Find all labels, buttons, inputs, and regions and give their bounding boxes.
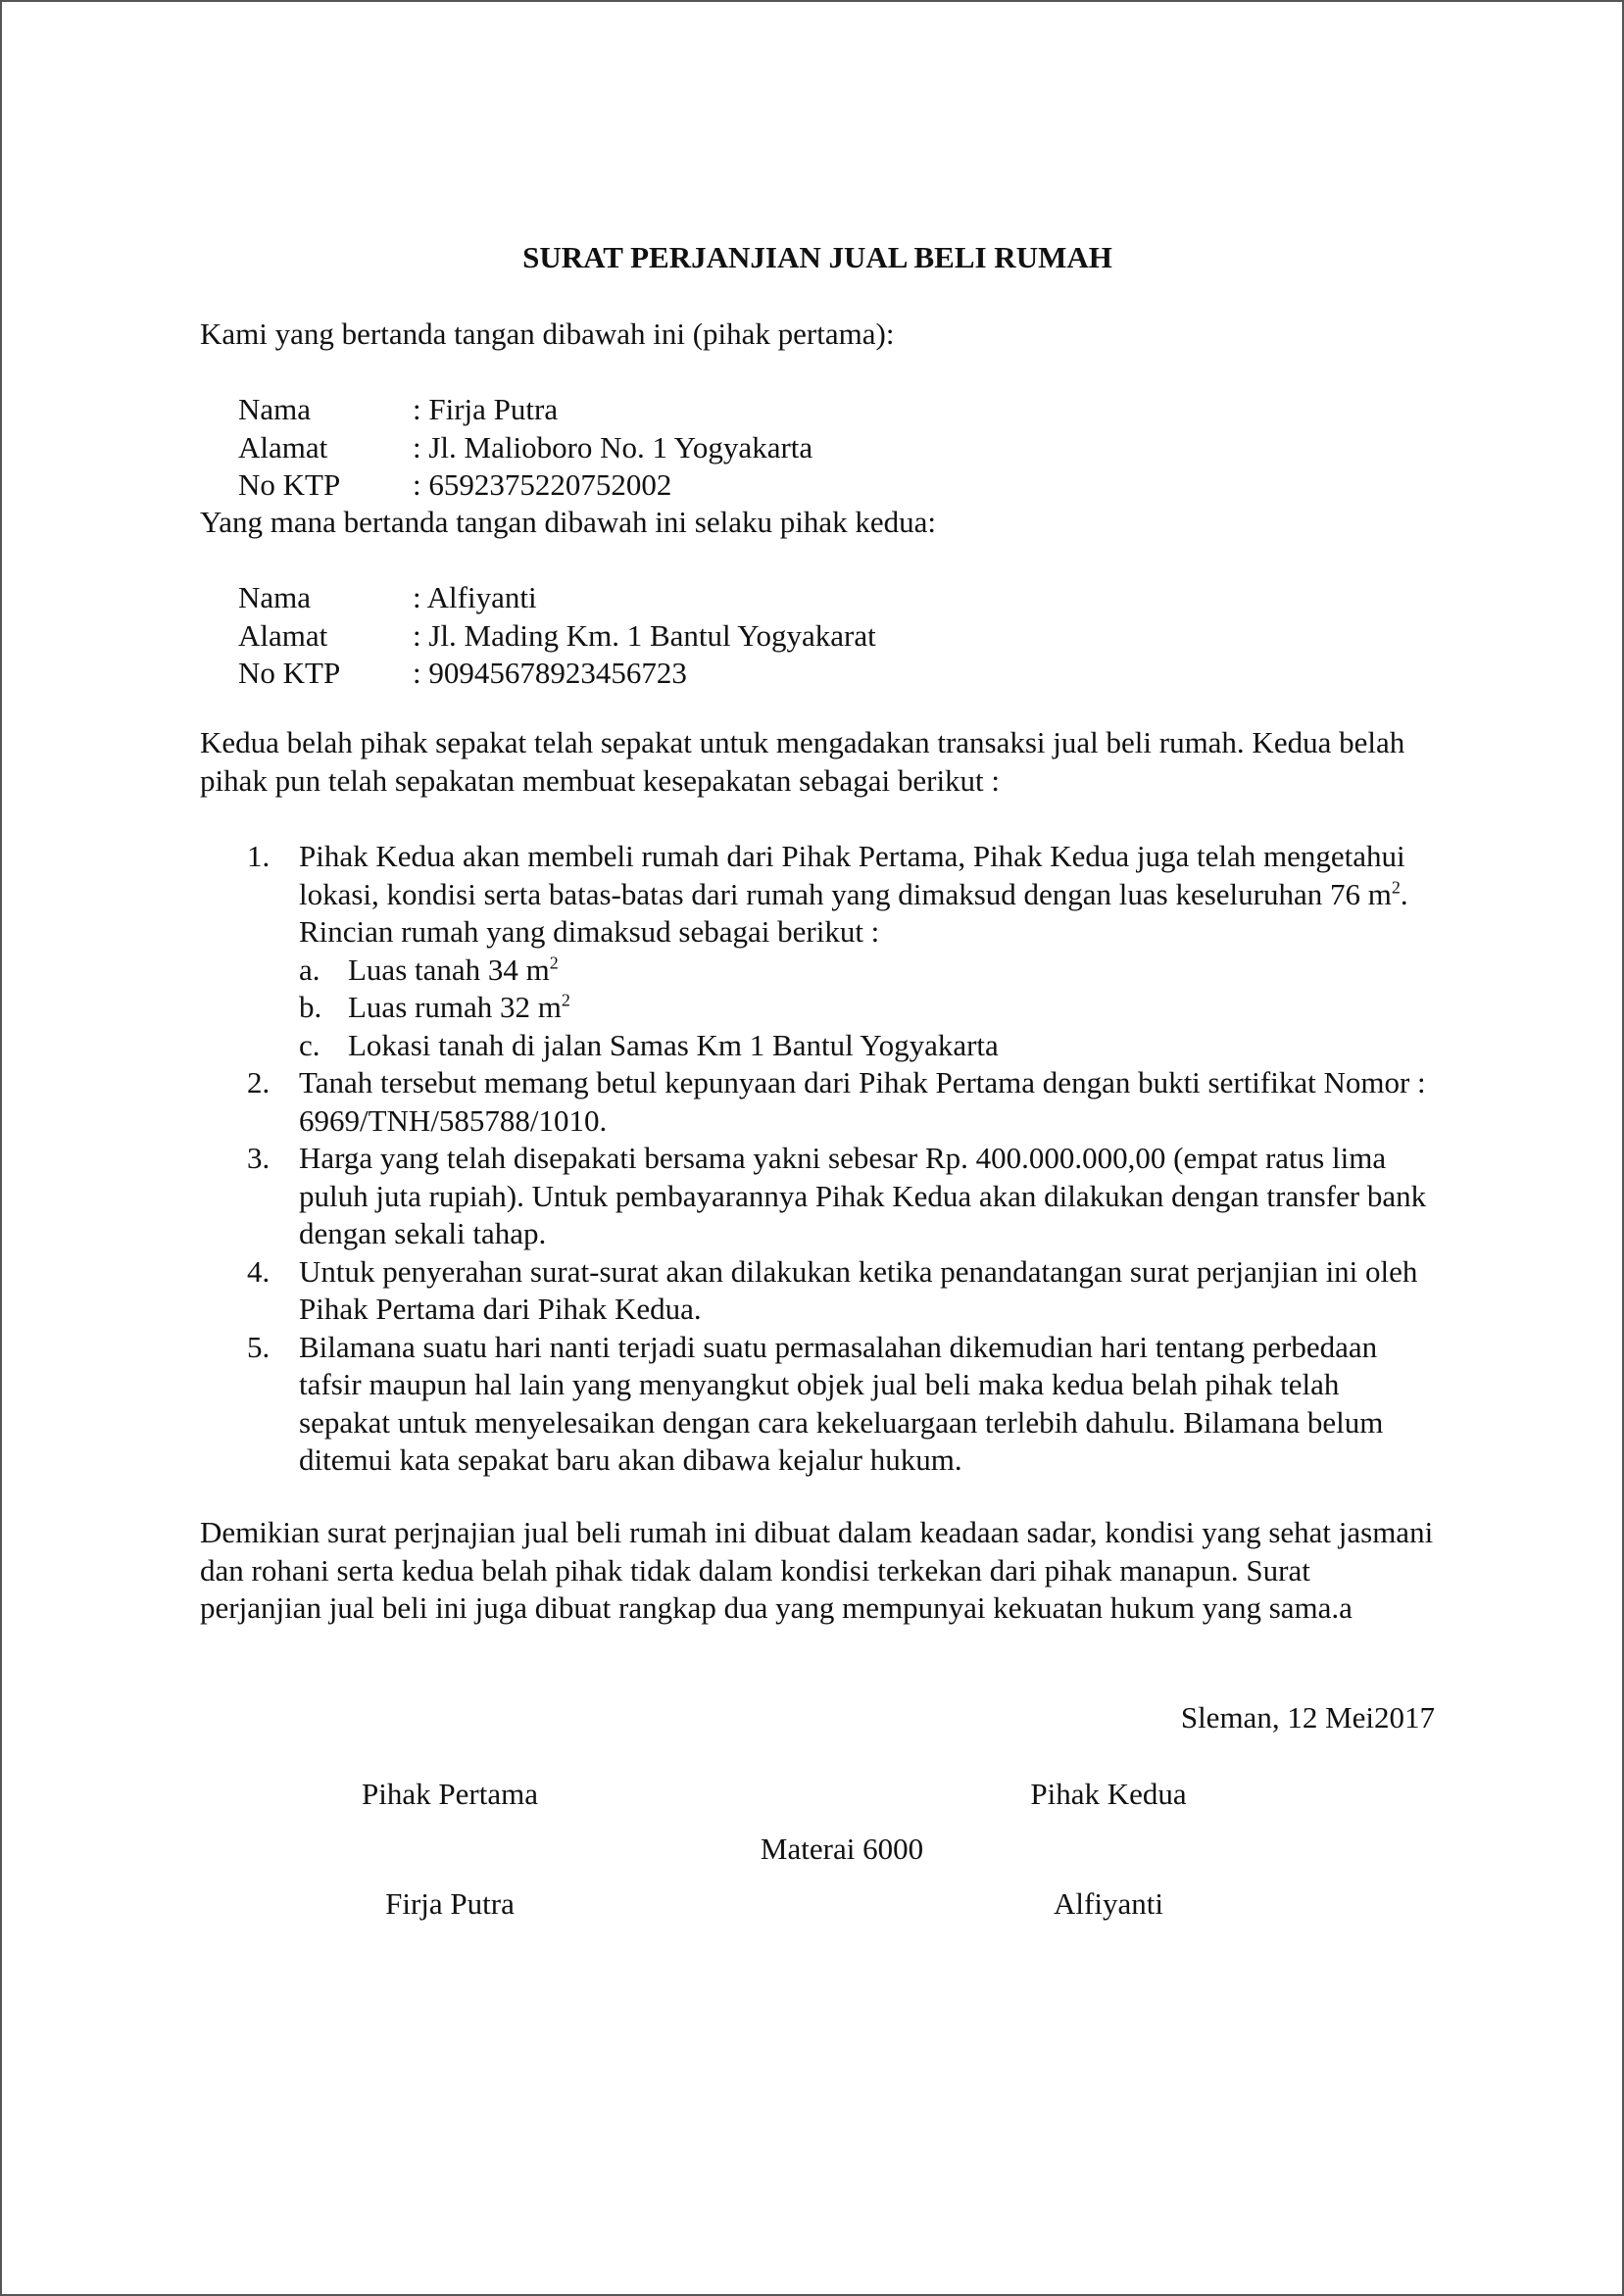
subitem-a [299,952,1435,990]
field-value: : Jl. Malioboro No. 1 Yogyakarta [413,429,813,464]
second-party-signatory: Alfiyanti [1054,1886,1163,1921]
first-party-label: Pihak Pertama [362,1777,538,1811]
field-label: Alamat [238,617,328,653]
second-party-details [200,579,1435,693]
intro-first-party: Kami yang bertanda tangan dibawah ini (pihak pertama): [200,317,895,351]
subitem-text: Luas tanah 34 m [348,952,550,987]
field-value: : Alfiyanti [413,580,537,614]
first-party-signatory: Firja Putra [385,1886,515,1921]
field-value: : Firja Putra [413,392,559,426]
first-party-details [200,391,1435,505]
superscript: 2 [561,990,570,1010]
field-value: : 6592375220752002 [413,467,672,502]
clause-4 [200,1253,1435,1329]
subitem-b [299,989,1435,1027]
field-label: Nama [238,580,312,614]
field-value: : 90945678923456723 [413,656,687,690]
field-label: Nama [238,392,312,426]
subitem-text: Lokasi tanah di jalan Samas Km 1 Bantul Yogyakarta [348,1027,999,1062]
second-party-address-row [200,617,1435,656]
agreement-intro: Kedua belah pihak sepakat telah sepakat untuk mengadakan transaksi jual beli rumah. Kedua belah pihak pun telah sepakatan membuat kesepakatan sebagai berikut : [200,725,1405,798]
subitem-letter: a. [299,952,320,987]
clause-1 [200,838,1435,1064]
clause-5 [200,1329,1435,1480]
clause-number: 1. [247,839,271,873]
clauses-list [200,838,1435,1480]
clause-number: 5. [247,1329,271,1364]
clause-number: 2. [247,1065,271,1099]
clause-text: Bilamana suatu hari nanti terjadi suatu permasalahan dikemudian hari tentang perbedaan tafsir maupun hal lain yang menyangkut objek jual beli maka kedua belah pihak telah sepakat untuk menyelesaikan dengan cara kekeluargaan terlebih dahulu. Bilamana belum ditemui kata sepakat baru akan dibawa kejalur hukum. [299,1329,1384,1477]
intro-second-party: Yang mana bertanda tangan dibawah ini selaku pihak kedua: [200,505,936,539]
superscript: 2 [549,953,559,973]
place-date: Sleman, 12 Mei2017 [1180,1700,1435,1734]
clause-3 [200,1140,1435,1253]
field-label: Alamat [238,429,328,464]
clause-1-subitems [299,952,1435,1065]
first-party-name-row [200,391,1435,429]
clause-text: Tanah tersebut memang betul kepunyaan dari Pihak Pertama dengan bukti sertifikat Nomor : 6969/TNH/585788/1010. [299,1065,1426,1138]
second-party-ktp-row [200,655,1435,693]
document-title: SURAT PERJANJIAN JUAL BELI RUMAH [522,240,1112,274]
closing-paragraph: Demikian surat perjnajian jual beli rumah ini dibuat dalam keadaan sadar, kondisi yang sehat jasmani dan rohani serta kedua belah pihak tidak dalam kondisi terkekan dari pihak manapun. Surat perjanjian jual beli ini juga dibuat rangkap dua yang mempunyai kekuatan hukum yang sama.a [200,1515,1434,1625]
subitem-letter: c. [299,1027,320,1062]
clause-2 [200,1064,1435,1140]
subitem-c [299,1027,1435,1065]
clause-text: Harga yang telah disepakati bersama yakni sebesar Rp. 400.000.000,00 (empat ratus lima puluh juta rupiah). Untuk pembayarannya Pihak Kedua akan dilakukan dengan transfer bank dengan sekali tahap. [299,1141,1427,1250]
field-label: No KTP [238,467,341,502]
second-party-name-row [200,579,1435,617]
clause-text-cont: . Rincian rumah yang dimaksud sebagai berikut : [299,876,1408,949]
superscript: 2 [1391,877,1401,898]
field-value: : Jl. Mading Km. 1 Bantul Yogyakarat [413,617,876,653]
subitem-text: Luas rumah 32 m [348,990,562,1024]
clause-number: 4. [247,1253,271,1289]
second-party-label: Pihak Kedua [1030,1777,1187,1811]
first-party-address-row [200,429,1435,467]
clause-number: 3. [247,1141,271,1175]
clause-text: Pihak Kedua akan membeli rumah dari Pihak Pertama, Pihak Kedua juga telah mengetahui lokasi, kondisi serta batas-batas dari rumah yang dimaksud dengan luas keseluruhan 76 m [299,839,1405,911]
clause-text: Untuk penyerahan surat-surat akan dilakukan ketika penandatangan surat perjanjian ini oleh Pihak Pertama dari Pihak Kedua. [299,1253,1418,1326]
subitem-letter: b. [299,990,322,1024]
stamp-duty-label: Materai 6000 [760,1832,924,1866]
field-label: No KTP [238,656,341,690]
first-party-ktp-row [200,466,1435,505]
